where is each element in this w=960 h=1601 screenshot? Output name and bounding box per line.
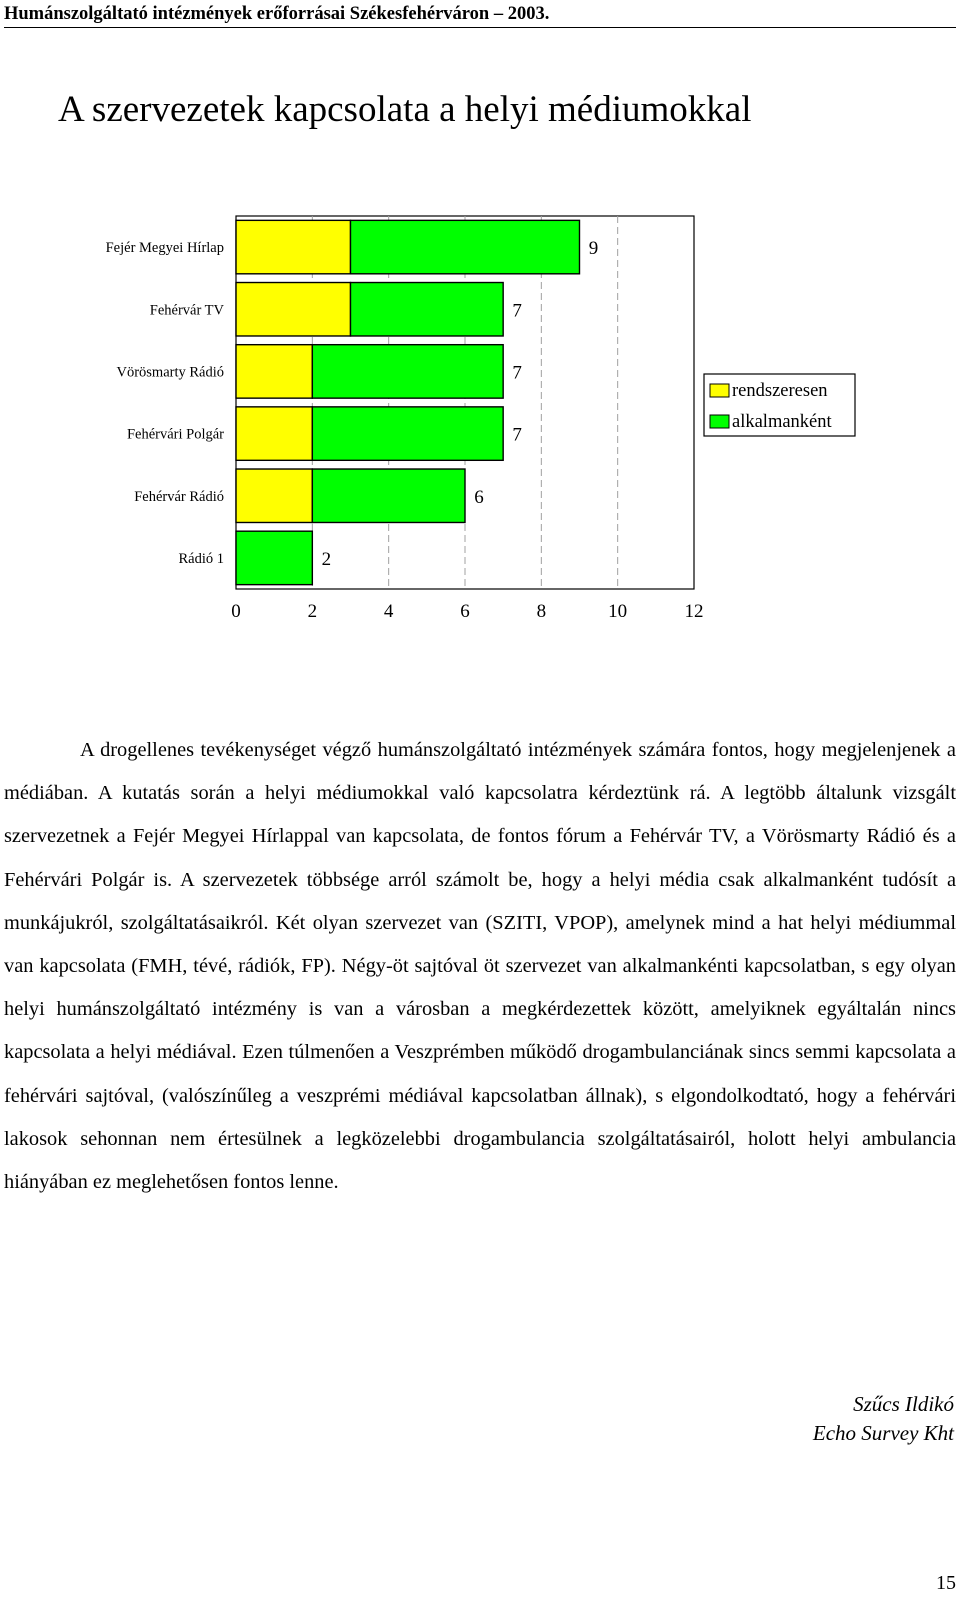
category-label: Vörösmarty Rádió: [116, 364, 224, 381]
category-label: Fehérvár Rádió: [134, 488, 224, 505]
page-number: 15: [936, 1572, 956, 1594]
bar-alkalmankent: [351, 283, 504, 336]
x-tick-label: 0: [231, 601, 241, 622]
x-tick-label: 4: [383, 601, 394, 622]
x-tick-label: 8: [536, 601, 547, 622]
page-title: A szervezetek kapcsolata a helyi médiumokkal: [58, 89, 752, 130]
category-label: Rádió 1: [178, 550, 224, 567]
category-label: Fehérvári Polgár: [126, 426, 224, 443]
data-label: 7: [512, 362, 522, 384]
legend-label: rendszeresen: [732, 381, 828, 401]
bar-rendszeresen: [236, 407, 312, 460]
bar-rendszeresen: [236, 283, 351, 336]
bar-rendszeresen: [236, 220, 351, 273]
author-name: Szűcs Ildikó: [853, 1392, 954, 1416]
bar-alkalmankent: [351, 220, 580, 273]
author-org: Echo Survey Kht: [812, 1421, 954, 1445]
media-contact-chart: [0, 200, 960, 640]
x-tick-label: 2: [307, 601, 318, 622]
data-label: 7: [512, 300, 522, 322]
page-header: Humánszolgáltató intézmények erőforrásai Székesfehérváron – 2003.: [4, 3, 956, 28]
bar-alkalmankent: [312, 407, 503, 460]
legend-swatch: [710, 384, 729, 397]
category-label: Fehérvár TV: [149, 302, 224, 319]
x-tick-label: 6: [460, 601, 470, 622]
x-tick-label: 10: [608, 601, 628, 622]
data-label: 7: [512, 424, 522, 446]
data-label: 2: [321, 548, 332, 570]
bar-rendszeresen: [236, 469, 312, 522]
author-block: [813, 1390, 954, 1448]
data-label: 6: [474, 486, 484, 508]
bar-alkalmankent: [312, 469, 465, 522]
legend-label: alkalmanként: [732, 412, 832, 432]
body-text: [4, 729, 956, 1204]
category-label: Fejér Megyei Hírlap: [105, 240, 224, 257]
body-paragraph: A drogellenes tevékenységet végző humánszolgáltató intézmények számára fontos, hogy megjelenjenek a médiában. A kutatás során a helyi médiumokkal való kapcsolatra kérdeztünk rá. A legtöbb általunk vizsgált szervezetnek a Fejér Megyei Hírlappal van kapcsolata, de fontos fórum a Fehérvár TV, a Vörösmarty Rádió és a Fehérvári Polgár is. A szervezetek többsége arról számolt be, hogy a helyi média csak alkalmanként tudósít a munkájukról, szolgáltatásaikról. Két olyan szervezet van (SZITI, VPOP), amelynek mind a hat helyi médiummal van kapcsolata (FMH, tévé, rádiók, FP). Négy-öt sajtóval öt szervezet van alkalmankénti kapcsolatban, s egy olyan helyi humánszolgáltató intézmény is van a városban a megkérdezettek között, amelyiknek egyáltalán nincs kapcsolata a helyi médiával. Ezen túlmenően a Veszprémben működő drogambulanciának sincs semmi kapcsolata a fehérvári sajtóval, (valószínűleg a veszprémi médiával kapcsolatban állnak), s elgondolkodtató, hogy a fehérvári lakosok sehonnan nem értesülnek a legközelebbi drogambulancia szolgáltatásairól, holott helyi ambulancia hiányában ez meglehetősen fontos lenne.: [4, 739, 956, 1194]
bar-alkalmankent: [312, 345, 503, 398]
data-label: 9: [588, 238, 599, 260]
bar-alkalmankent: [236, 531, 312, 584]
x-tick-label: 12: [684, 601, 704, 622]
legend-swatch: [710, 415, 729, 428]
bar-rendszeresen: [236, 345, 312, 398]
